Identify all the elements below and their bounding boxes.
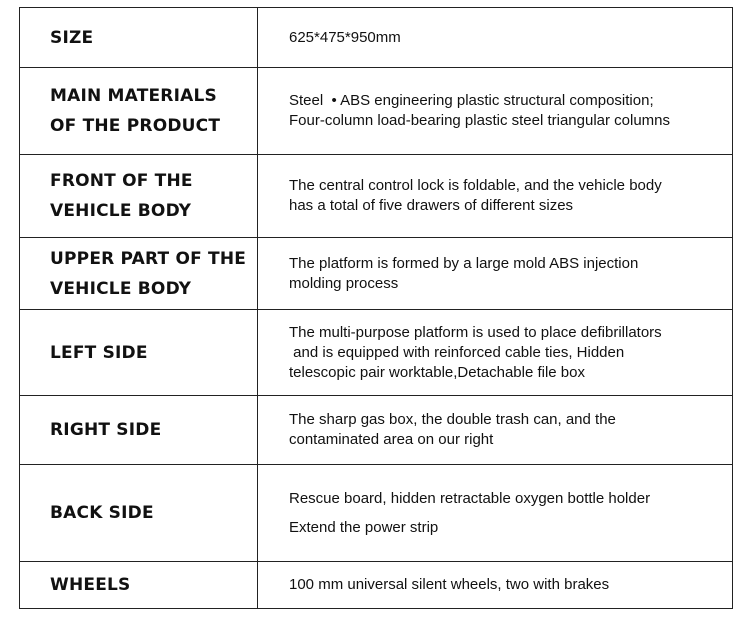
label-line: UPPER PART OF THE <box>50 248 247 269</box>
table-row <box>20 8 733 68</box>
label-line: FRONT OF THE <box>50 171 193 191</box>
value-line: The central control lock is foldable, and the vehicle body <box>289 177 662 194</box>
row-label-wheels <box>20 562 258 609</box>
row-value-left <box>258 310 733 396</box>
table-row <box>20 238 733 310</box>
value-line: The sharp gas box, the double trash can, and the <box>289 411 616 428</box>
label-line: WHEELS <box>50 575 131 595</box>
label-line: OF THE PRODUCT <box>50 116 221 136</box>
row-label-back <box>20 465 258 562</box>
row-label-upper <box>20 238 258 310</box>
value-line: Rescue board, hidden retractable oxygen bottle holder <box>289 490 651 507</box>
value-line: has a total of five drawers of different sizes <box>289 197 574 214</box>
label-line: VEHICLE BODY <box>50 278 192 299</box>
row-label-left <box>20 310 258 396</box>
value-line: Steel • ABS engineering plastic structural composition; <box>289 92 654 109</box>
row-label-materials <box>20 68 258 155</box>
value-line: 625*475*950mm <box>289 28 401 46</box>
row-value-upper <box>258 238 733 310</box>
row-value-back <box>258 465 733 562</box>
row-value-size <box>258 8 733 68</box>
label-line: VEHICLE BODY <box>50 201 192 221</box>
label-line: BACK SIDE <box>50 503 154 523</box>
value-line: and is equipped with reinforced cable ties, Hidden <box>289 343 625 361</box>
label-line: LEFT SIDE <box>50 342 148 363</box>
row-value-materials <box>258 68 733 155</box>
label-line: RIGHT SIDE <box>50 420 162 440</box>
row-value-wheels <box>258 562 733 609</box>
table-row <box>20 465 733 562</box>
value-line: The platform is formed by a large mold ABS injection <box>289 254 639 272</box>
value-line: telescopic pair worktable,Detachable file box <box>289 363 585 381</box>
row-label-right <box>20 396 258 465</box>
value-line: The multi-purpose platform is used to place defibrillators <box>289 323 662 341</box>
row-label-size <box>20 8 258 68</box>
table-row <box>20 562 733 609</box>
value-line: contaminated area on our right <box>289 431 494 448</box>
table-row <box>20 68 733 155</box>
value-line: 100 mm universal silent wheels, two with brakes <box>289 576 610 593</box>
label-line: MAIN MATERIALS <box>50 86 217 106</box>
label-line: SIZE <box>50 27 94 48</box>
value-line: Four-column load-bearing plastic steel triangular columns <box>289 112 671 129</box>
table-row <box>20 396 733 465</box>
row-value-right <box>258 396 733 465</box>
value-line: Extend the power strip <box>289 519 439 536</box>
table-row <box>20 155 733 238</box>
row-value-front <box>258 155 733 238</box>
table-row <box>20 310 733 396</box>
row-label-front <box>20 155 258 238</box>
spec-table <box>19 7 733 609</box>
value-line: molding process <box>289 274 399 292</box>
